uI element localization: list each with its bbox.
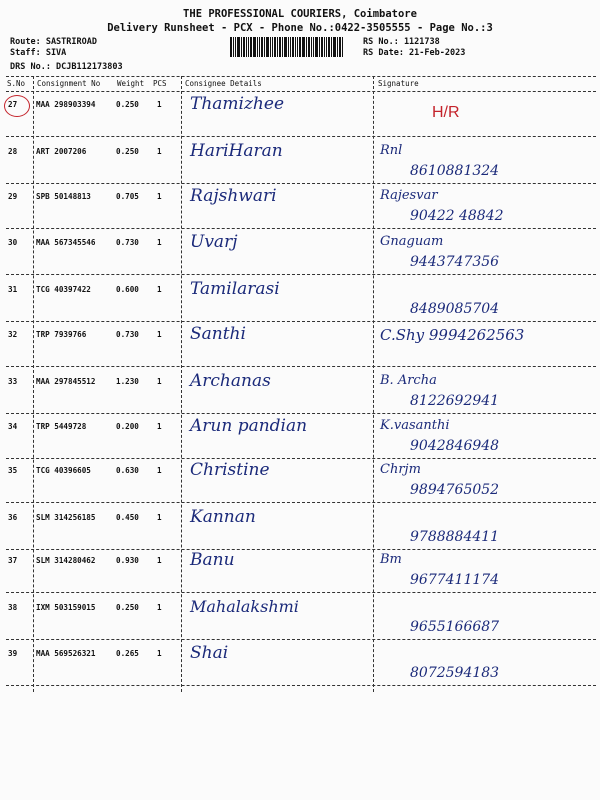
company-title: THE PROFESSIONAL COURIERS, Coimbatore [183, 8, 417, 20]
pieces-count: 1 [157, 192, 162, 201]
consignee-name: Thamizhee [190, 94, 285, 114]
signature-line-1: Chrjm [380, 462, 421, 477]
staff-label: Staff: SIVA [10, 48, 67, 58]
weight-value: 0.265 [116, 649, 139, 658]
consignee-name: Santhi [190, 324, 246, 344]
hr-annotation: H/R [432, 104, 460, 121]
pieces-count: 1 [157, 603, 162, 612]
signature-phone: 9443747356 [410, 254, 500, 270]
weight-value: 0.250 [116, 603, 139, 612]
consignee-name: Uvarj [190, 232, 238, 252]
consignment-number: MAA 567345546 [36, 238, 96, 247]
pieces-count: 1 [157, 147, 162, 156]
consignment-number: TCG 40397422 [36, 285, 91, 294]
signature-line-1: C.Shy 9994262563 [380, 326, 525, 344]
signature-phone: 8610881324 [410, 163, 500, 179]
col-header-sno: S.No [7, 79, 26, 88]
signature-phone: 8072594183 [410, 665, 500, 681]
header-rule [6, 91, 596, 92]
pieces-count: 1 [157, 377, 162, 386]
consignment-number: ART 2007206 [36, 147, 87, 156]
row-serial-number: 31 [8, 285, 18, 294]
row-separator [6, 183, 596, 184]
consignee-name: HariHaran [190, 141, 283, 161]
consignee-name: Rajshwari [190, 186, 277, 206]
weight-value: 0.730 [116, 330, 139, 339]
signature-phone: 9042846948 [410, 438, 500, 454]
pieces-count: 1 [157, 285, 162, 294]
row-separator [6, 274, 596, 275]
weight-value: 0.600 [116, 285, 139, 294]
row-separator [6, 458, 596, 459]
consignee-name: Mahalakshmi [190, 597, 299, 616]
pieces-count: 1 [157, 100, 162, 109]
signature-phone: 90422 48842 [410, 208, 504, 224]
consignee-name: Banu [190, 550, 235, 570]
rs-date: RS Date: 21-Feb-2023 [363, 48, 466, 58]
row-serial-number: 37 [8, 556, 18, 565]
row-serial-number: 32 [8, 330, 18, 339]
pieces-count: 1 [157, 238, 162, 247]
signature-line-1: B. Archa [380, 373, 437, 388]
signature-line-1: Rajesvar [380, 188, 438, 203]
row-separator [6, 366, 596, 367]
pieces-count: 1 [157, 649, 162, 658]
row-serial-number: 34 [8, 422, 18, 431]
row-separator [6, 639, 596, 640]
barcode [230, 37, 354, 57]
consignee-name: Shai [190, 643, 229, 663]
pieces-count: 1 [157, 466, 162, 475]
weight-value: 0.250 [116, 147, 139, 156]
weight-value: 0.630 [116, 466, 139, 475]
row-serial-number: 33 [8, 377, 18, 386]
consignee-name: Kannan [190, 507, 256, 527]
row-serial-number: 27 [8, 100, 18, 109]
col-header-consignment: Consignment No [37, 79, 101, 88]
weight-value: 0.200 [116, 422, 139, 431]
col-header-weight: Weight [117, 79, 145, 88]
row-separator [6, 502, 596, 503]
column-divider [181, 76, 182, 692]
consignment-number: TCG 40396605 [36, 466, 91, 475]
drs-number: DRS No.: DCJB112173803 [10, 62, 123, 72]
consignee-name: Archanas [190, 371, 271, 391]
weight-value: 0.250 [116, 100, 139, 109]
consignment-number: MAA 569526321 [36, 649, 96, 658]
row-separator [6, 685, 596, 686]
consignment-number: SLM 314280462 [36, 556, 96, 565]
row-separator [6, 413, 596, 414]
column-divider [373, 76, 374, 692]
weight-value: 0.705 [116, 192, 139, 201]
signature-phone: 9655166687 [410, 619, 500, 635]
consignment-number: TRP 7939766 [36, 330, 87, 339]
signature-line-1: K.vasanthi [380, 418, 450, 433]
consignment-number: MAA 298903394 [36, 100, 96, 109]
consignment-number: MAA 297845512 [36, 377, 96, 386]
pieces-count: 1 [157, 330, 162, 339]
signature-line-1: Gnaguam [380, 234, 444, 249]
consignment-number: SLM 314256185 [36, 513, 96, 522]
signature-phone: 8122692941 [410, 393, 500, 409]
row-separator [6, 136, 596, 137]
route-label: Route: SASTRIROAD [10, 37, 97, 47]
weight-value: 1.230 [116, 377, 139, 386]
consignment-number: SPB 50148813 [36, 192, 91, 201]
consignee-name: Tamilarasi [190, 279, 280, 299]
signature-phone: 9894765052 [410, 482, 500, 498]
signature-phone: 9788884411 [410, 529, 500, 545]
consignment-number: TRP 5449728 [36, 422, 87, 431]
row-serial-number: 39 [8, 649, 18, 658]
pieces-count: 1 [157, 556, 162, 565]
weight-value: 0.730 [116, 238, 139, 247]
column-divider [33, 76, 34, 692]
row-serial-number: 35 [8, 466, 18, 475]
col-header-pcs: PCS [153, 79, 167, 88]
pieces-count: 1 [157, 422, 162, 431]
row-serial-number: 36 [8, 513, 18, 522]
consignee-name: Christine [190, 460, 270, 480]
row-separator [6, 228, 596, 229]
signature-line-1: Rnl [380, 143, 403, 158]
pieces-count: 1 [157, 513, 162, 522]
row-serial-number: 28 [8, 147, 18, 156]
weight-value: 0.450 [116, 513, 139, 522]
row-serial-number: 30 [8, 238, 18, 247]
consignee-name: Arun pandian [190, 416, 308, 436]
row-separator [6, 592, 596, 593]
row-serial-number: 38 [8, 603, 18, 612]
row-separator [6, 321, 596, 322]
row-separator [6, 549, 596, 550]
signature-phone: 8489085704 [410, 301, 500, 317]
rs-number: RS No.: 1121738 [363, 37, 440, 47]
consignment-number: IXM 503159015 [36, 603, 96, 612]
signature-phone: 9677411174 [410, 572, 500, 588]
runsheet-title: Delivery Runsheet - PCX - Phone No.:0422-3505555 - Page No.:3 [107, 22, 493, 34]
table-top-rule [6, 76, 596, 77]
col-header-consignee: Consignee Details [185, 79, 262, 88]
col-header-signature: Signature [378, 79, 419, 88]
circled-row-mark [4, 95, 30, 117]
weight-value: 0.930 [116, 556, 139, 565]
row-serial-number: 29 [8, 192, 18, 201]
signature-line-1: Bm [380, 552, 402, 567]
